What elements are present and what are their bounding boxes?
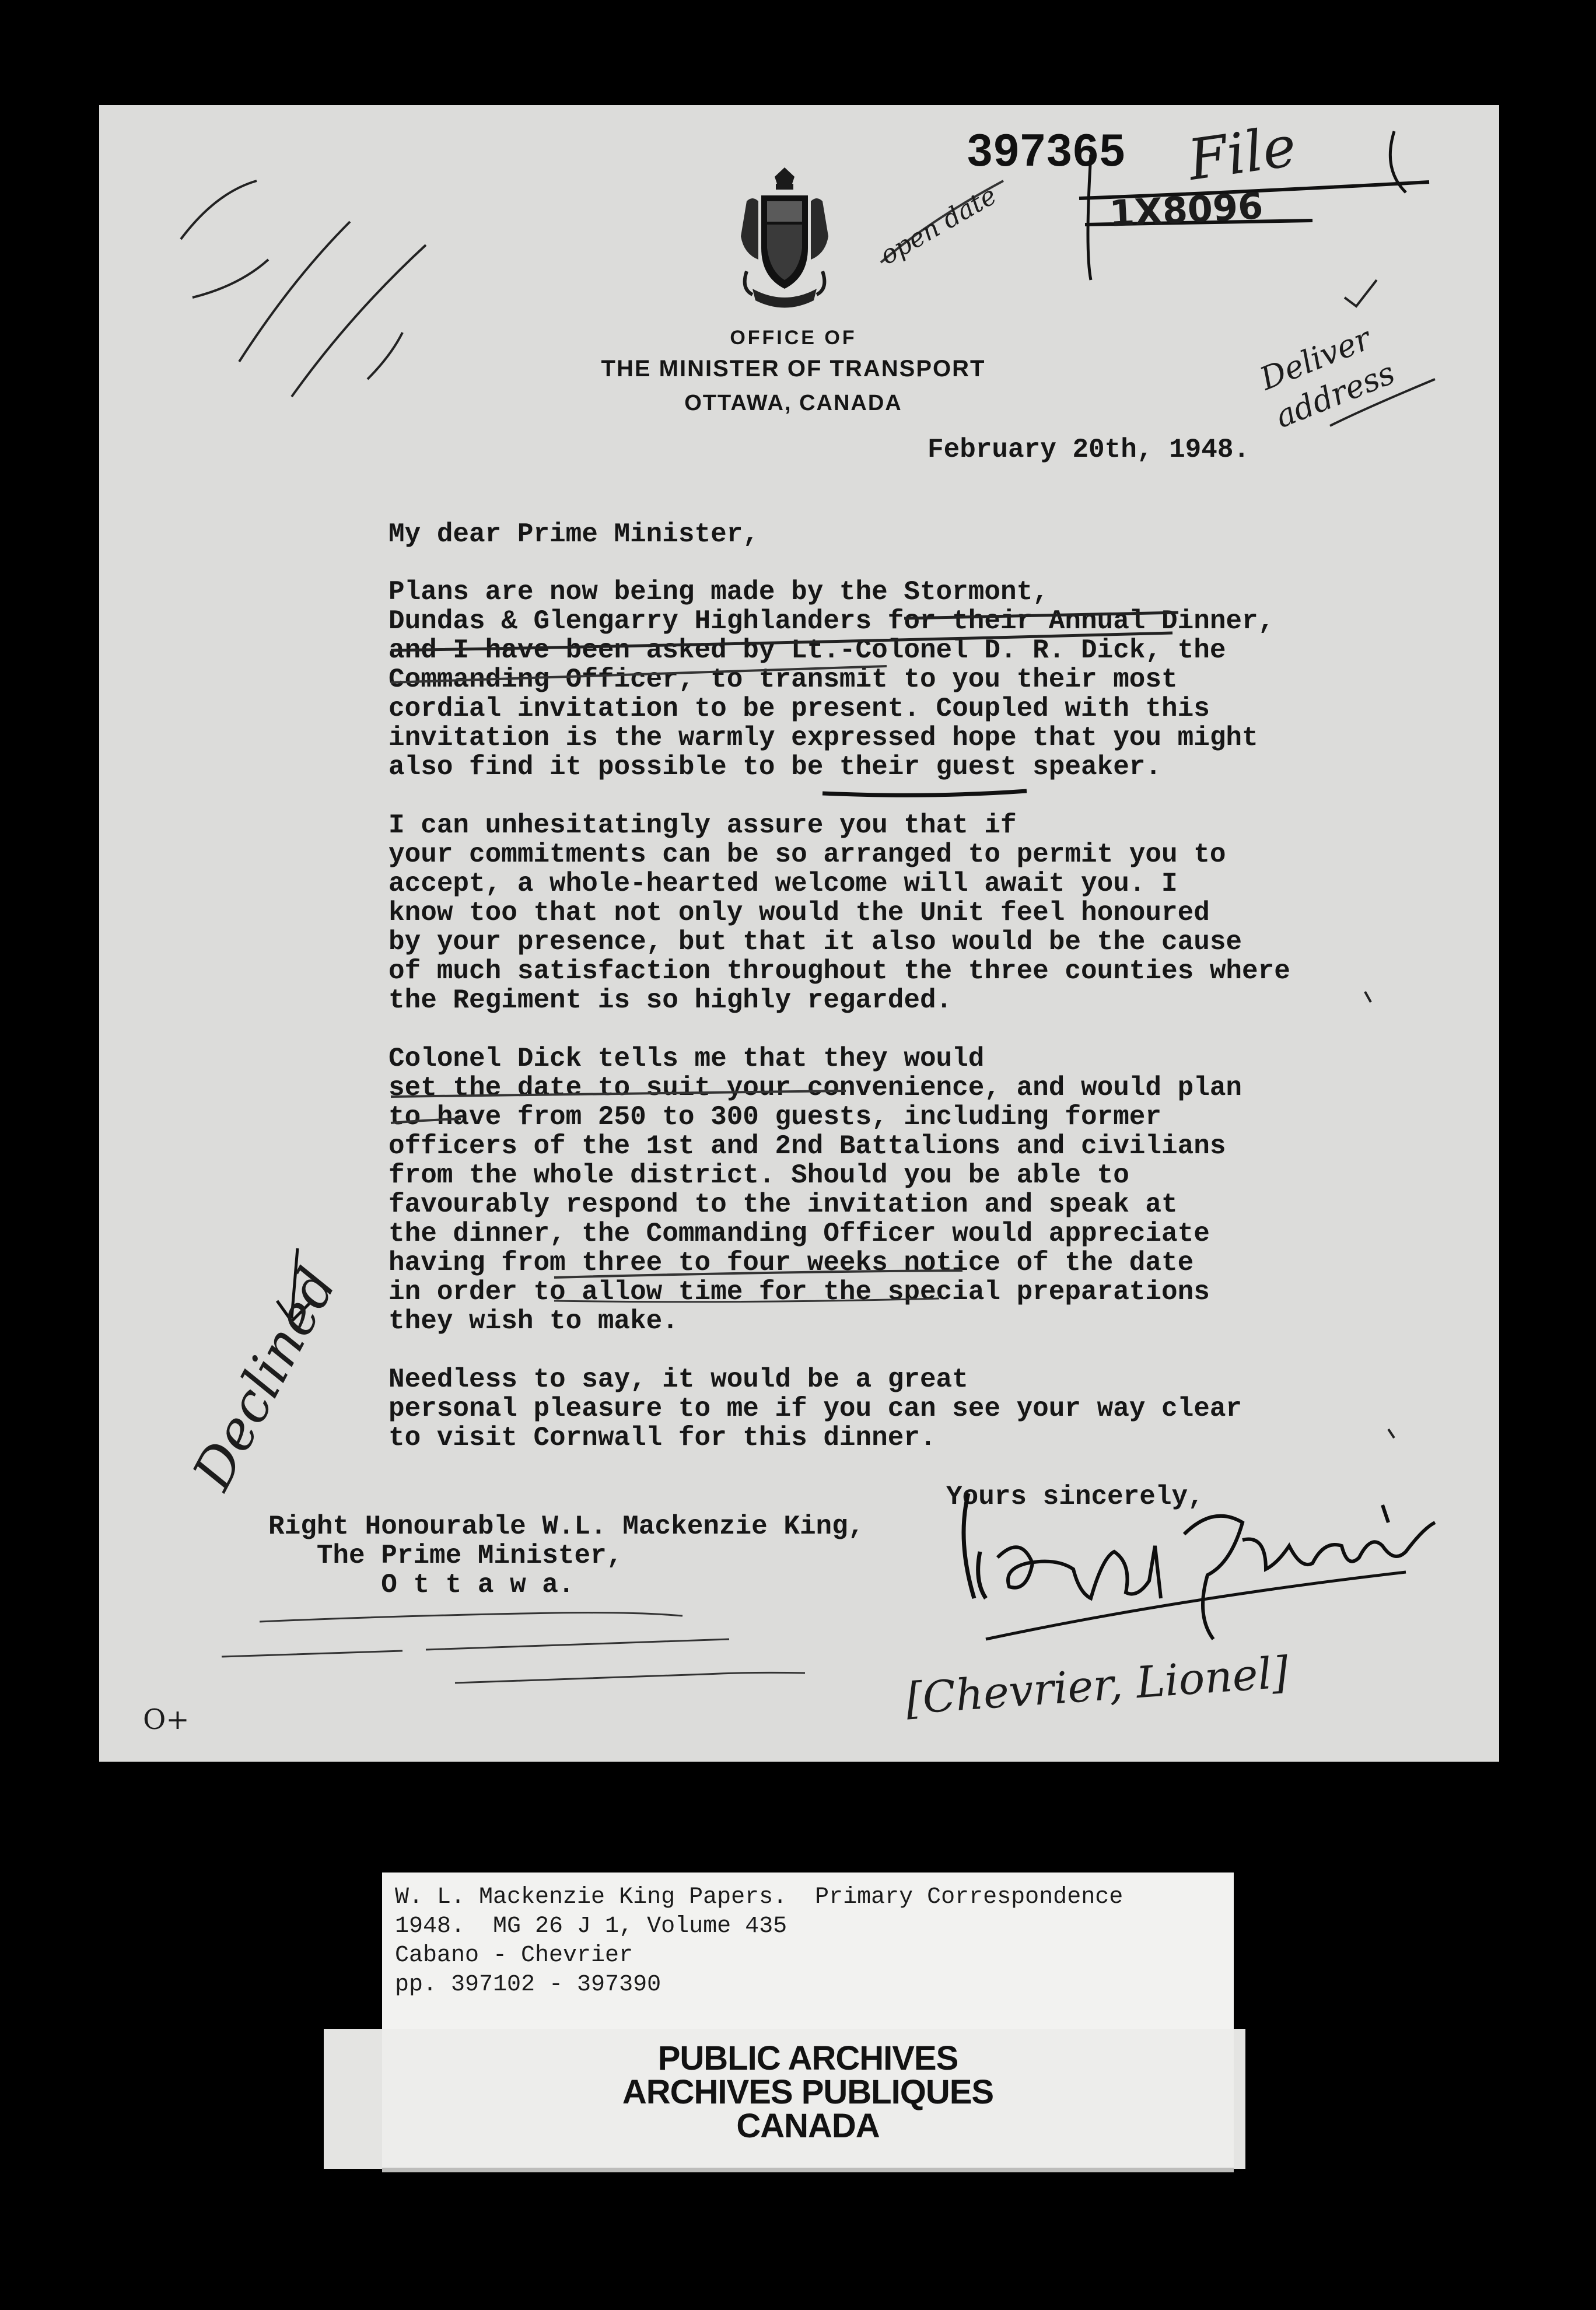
- letterhead-location: OTTAWA, CANADA: [684, 391, 902, 415]
- recipient-line-3: O t t a w a.: [268, 1570, 575, 1600]
- label-line-1: W. L. Mackenzie King Papers. Primary Correspondence: [395, 1884, 1124, 1910]
- archive-stamp-line-1: PUBLIC ARCHIVES: [657, 2039, 958, 2077]
- signature-image: [939, 1447, 1464, 1668]
- recipient-line-2: The Prime Minister,: [268, 1541, 623, 1571]
- label-text: [395, 1883, 1123, 2000]
- archive-stamp-line-2: ARCHIVES PUBLIQUES: [622, 2073, 994, 2111]
- letterhead-office: OFFICE OF: [730, 327, 857, 349]
- deliver-address-note: Deliver address: [1255, 320, 1400, 436]
- file-old-number: 1X8096: [1108, 184, 1264, 235]
- chevrier-bracket-note: [Chevrier, Lionel]: [904, 1647, 1290, 1724]
- paragraph-3: Colonel Dick tells me that they would set the date to suit your convenience, and would plan to have from 250 to 300 guests, including former officers of the 1st and 2nd Battalions and civilians from the whole district. Should you be able to favourably respond to the invitation and speak at the dinner, the Commanding Officer would appreciate having from three to four weeks notice of the date in order to allow time for the special preparations they wish to make.: [388, 1044, 1242, 1336]
- archive-reference-label: [382, 1873, 1234, 2030]
- label-line-2: 1948. MG 26 J 1, Volume 435: [395, 1913, 788, 1940]
- paragraph-1: Plans are now being made by the Stormont, Dundas & Glengarry Highlanders for their Annual Dinner, and I have been asked by Lt.-Colonel D. R. Dick, the Commanding Officer, to transmit to you their most cordial invitation to be present. Coupled with this invitation is the warmly expressed hope that you might also find it possible to be their guest speaker.: [388, 577, 1275, 782]
- document-number: 397365: [967, 124, 1126, 176]
- letter-date: February 20th, 1948.: [928, 435, 1250, 465]
- archive-stamp: [382, 2029, 1234, 2169]
- file-annotation: File: [1184, 113, 1300, 193]
- closing: Yours sincerely,: [946, 1482, 1204, 1512]
- declined-note: Declined: [181, 1258, 349, 1500]
- label-line-4: pp. 397102 - 397390: [395, 1972, 662, 1998]
- stamp-divider: [382, 2168, 1234, 2172]
- salutation: My dear Prime Minister,: [388, 519, 759, 550]
- paragraph-2: I can unhesitatingly assure you that if your commitments can be so arranged to permit you to accept, a whole-hearted welcome will await you. I know too that not only would the Unit feel honoured by your presence, but that it also would be the cause of much satisfaction throughout the three counties where the Regiment is so highly regarded.: [388, 810, 1290, 1016]
- recipient-line-1: Right Honourable W.L. Mackenzie King,: [268, 1511, 864, 1542]
- archive-stamp-line-3: CANADA: [736, 2107, 880, 2145]
- corner-mark: O+: [143, 1703, 190, 1736]
- letterhead-minister: THE MINISTER OF TRANSPORT: [601, 356, 986, 382]
- label-line-3: Cabano - Chevrier: [395, 1943, 634, 1969]
- letter-page: [99, 105, 1499, 1762]
- paragraph-4: Needless to say, it would be a great personal pleasure to me if you can see your way clear to visit Cornwall for this dinner.: [388, 1364, 1242, 1453]
- open-date-note: open date: [875, 180, 1002, 271]
